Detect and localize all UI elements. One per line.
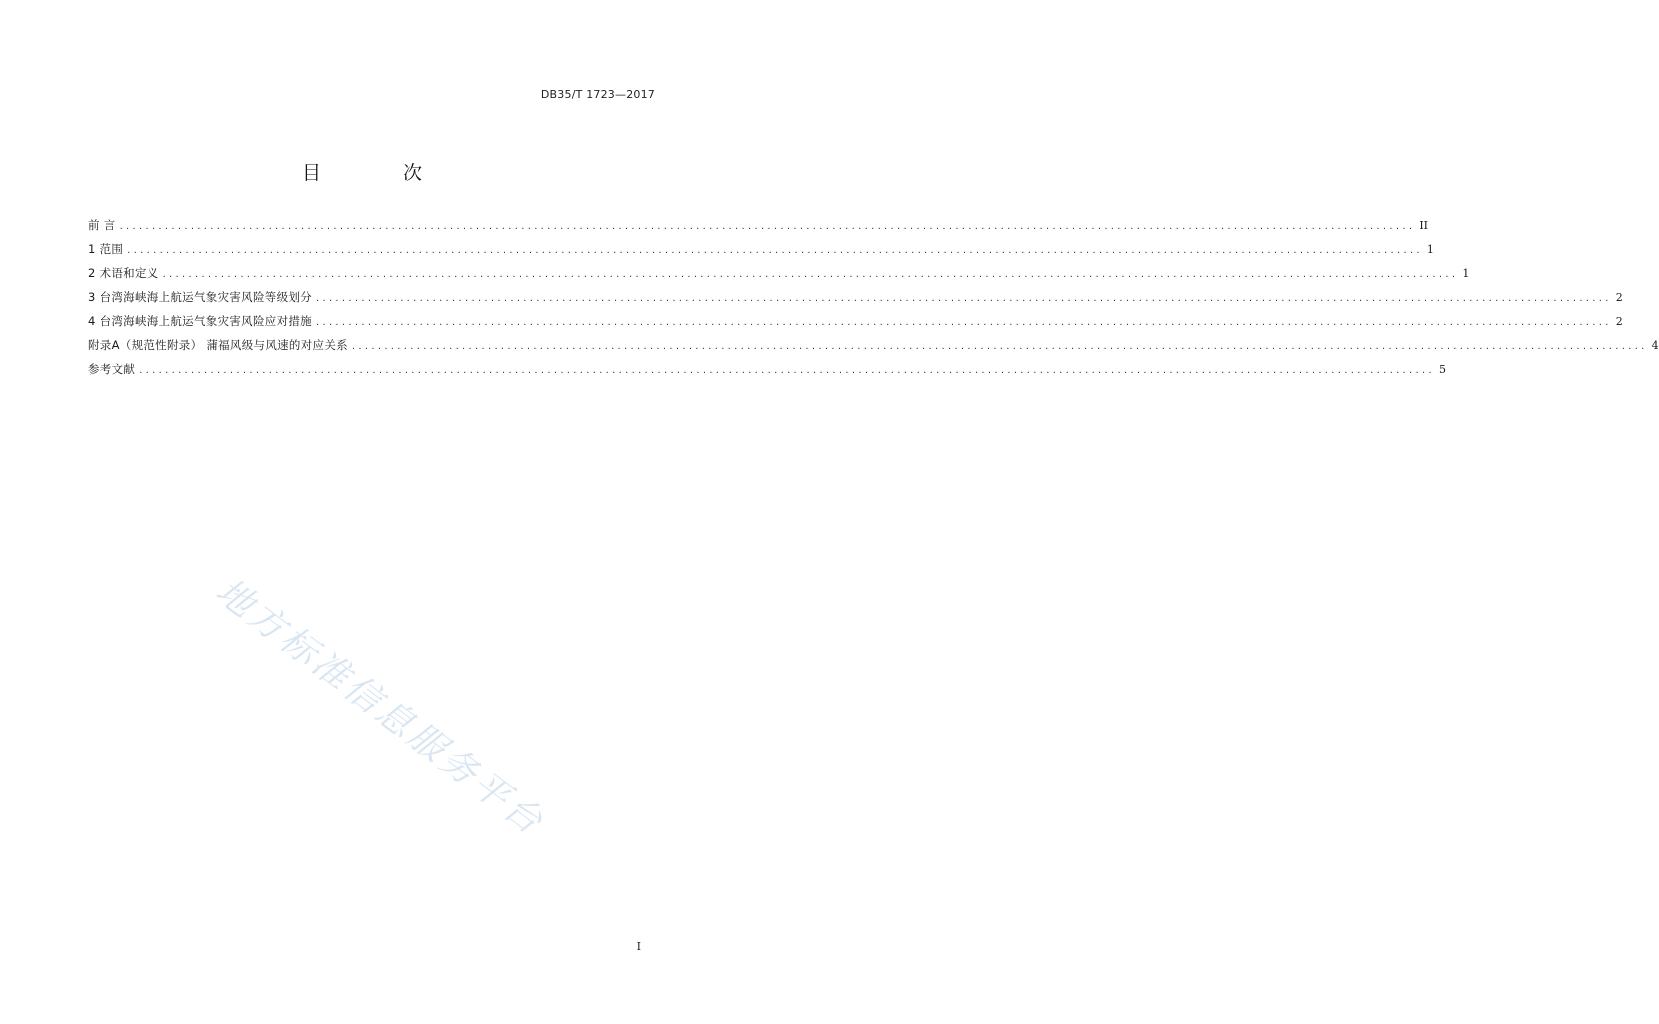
toc-entry-foreword[interactable] <box>88 217 1429 241</box>
dot-leader: ........................................................................................................................................................................................................ <box>315 317 1612 328</box>
toc-entry-label: 前 言 <box>88 218 116 232</box>
toc-entry-label: 参考文献 <box>88 362 136 376</box>
toc-entry-page: 5 <box>1438 363 1446 376</box>
toc-entry-risk-measures[interactable] <box>88 313 1623 337</box>
toc-entry-page: 2 <box>1615 315 1623 328</box>
dot-leader: ........................................................................................................................................................................................................ <box>119 221 1416 232</box>
dot-leader: ........................................................................................................................................................................................................ <box>351 341 1648 352</box>
toc-entry-label: 2 术语和定义 <box>88 266 159 280</box>
toc-title: 目 次 <box>301 162 461 184</box>
toc-entry-label: 3 台湾海峡海上航运气象灾害风险等级划分 <box>88 290 312 304</box>
toc-entry-references[interactable] <box>88 361 1446 385</box>
toc-entry-page: 2 <box>1615 291 1623 304</box>
toc-entry-page: 4 <box>1651 339 1659 352</box>
toc-entry-label: 附录A（规范性附录） 蒲福风级与风速的对应关系 <box>88 338 348 352</box>
toc-entry-terms[interactable] <box>88 265 1470 289</box>
dot-leader: ........................................................................................................................................................................................................ <box>315 293 1612 304</box>
toc-entry-page: 1 <box>1462 267 1470 280</box>
page-number: I <box>636 940 641 953</box>
toc-entry-page: 1 <box>1426 243 1434 256</box>
document-code: DB35/T 1723—2017 <box>540 88 655 101</box>
toc-entry-appendix-a[interactable] <box>88 337 1659 361</box>
dot-leader: ........................................................................................................................................................................................................ <box>139 365 1435 376</box>
toc-entry-risk-levels[interactable] <box>88 289 1623 313</box>
toc-entry-label: 4 台湾海峡海上航运气象灾害风险应对措施 <box>88 314 312 328</box>
toc-entry-page: II <box>1419 219 1429 232</box>
toc-entry-scope[interactable] <box>88 241 1434 265</box>
dot-leader: ........................................................................................................................................................................................................ <box>162 269 1459 280</box>
dot-leader: ........................................................................................................................................................................................................ <box>127 245 1423 256</box>
toc-entry-label: 1 范围 <box>88 242 124 256</box>
watermark: 地方标准信息服务平台 <box>208 570 553 845</box>
table-of-contents <box>88 217 1659 385</box>
